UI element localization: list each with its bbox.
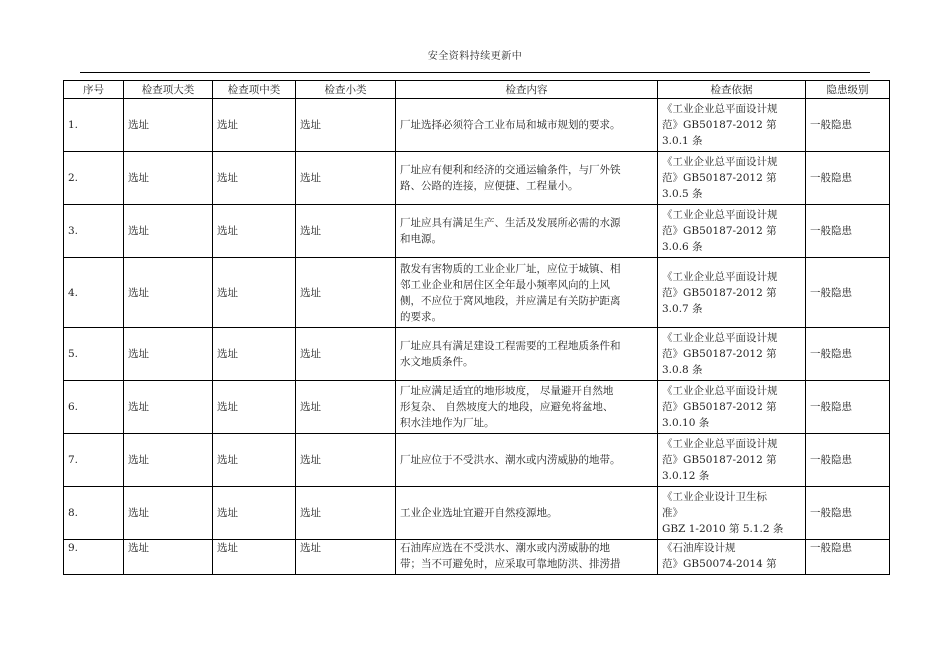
table-row [64, 540, 890, 575]
cell-index: 7. [64, 434, 124, 487]
table-row [64, 152, 890, 205]
cell-basis [658, 487, 806, 540]
cell-basis-line: 3.0.8 条 [662, 364, 703, 376]
cell-sub-category: 选址 [296, 205, 396, 258]
cell-basis-line: 范》GB50187-2012 第 [662, 225, 777, 237]
cell-major-category: 选址 [124, 205, 213, 258]
cell-basis [658, 99, 806, 152]
cell-basis-line: 3.0.1 条 [662, 135, 703, 147]
cell-hazard-level: 一般隐患 [806, 487, 890, 540]
cell-hazard-level: 一般隐患 [806, 328, 890, 381]
col-header-sub-category: 检查小类 [296, 81, 396, 99]
cell-sub-category: 选址 [296, 540, 396, 575]
cell-major-category: 选址 [124, 381, 213, 434]
cell-content-line: 的要求。 [400, 310, 442, 323]
cell-mid-category: 选址 [213, 328, 296, 381]
cell-content-line: 厂址应位于不受洪水、潮水或内涝威胁的地带。 [400, 454, 621, 466]
cell-basis-line: 《工业企业总平面设计规 [662, 270, 778, 283]
cell-content-line: 厂址应具有满足生产、生活及发展所必需的水源 [400, 217, 621, 229]
cell-content-line: 工业企业选址宜避开自然疫源地。 [400, 507, 558, 519]
table-row [64, 99, 890, 152]
cell-content-line: 侧，不应位于窝风地段，并应满足有关防护距离 [400, 294, 621, 307]
cell-basis-line: GBZ 1-2010 第 5.1.2 条 [662, 523, 784, 535]
cell-basis-line: 范》GB50187-2012 第 [662, 454, 777, 466]
cell-sub-category: 选址 [296, 487, 396, 540]
cell-major-category: 选址 [124, 434, 213, 487]
cell-sub-category: 选址 [296, 258, 396, 328]
cell-basis-line: 准》 [662, 507, 683, 519]
header-rule [80, 72, 870, 73]
cell-mid-category: 选址 [213, 381, 296, 434]
cell-content-line: 路、公路的连接，应便捷、工程量小。 [400, 180, 579, 192]
cell-content-line: 厂址应具有满足建设工程需要的工程地质条件和 [400, 340, 621, 352]
cell-content [396, 205, 658, 258]
table-header-row [64, 81, 890, 99]
cell-basis-line: 《工业企业总平面设计规 [662, 385, 778, 397]
cell-major-category: 选址 [124, 487, 213, 540]
cell-content [396, 487, 658, 540]
cell-sub-category: 选址 [296, 152, 396, 205]
cell-content-line: 厂址应有便利和经济的交通运输条件，与厂外铁 [400, 164, 621, 176]
cell-major-category: 选址 [124, 152, 213, 205]
cell-content [396, 99, 658, 152]
cell-hazard-level: 一般隐患 [806, 99, 890, 152]
cell-content [396, 328, 658, 381]
cell-basis-line: 《工业企业总平面设计规 [662, 156, 778, 168]
cell-basis [658, 328, 806, 381]
cell-sub-category: 选址 [296, 99, 396, 152]
col-header-basis: 检查依据 [658, 81, 806, 99]
cell-mid-category: 选址 [213, 258, 296, 328]
cell-basis-line: 《工业企业总平面设计规 [662, 103, 778, 115]
cell-basis-line: 3.0.6 条 [662, 241, 703, 253]
cell-hazard-level: 一般隐患 [806, 258, 890, 328]
col-header-content: 检查内容 [396, 81, 658, 99]
cell-major-category: 选址 [124, 540, 213, 575]
cell-index: 8. [64, 487, 124, 540]
cell-hazard-level: 一般隐患 [806, 381, 890, 434]
cell-content [396, 381, 658, 434]
col-header-mid-category: 检查项中类 [213, 81, 296, 99]
cell-hazard-level: 一般隐患 [806, 540, 890, 575]
cell-sub-category: 选址 [296, 328, 396, 381]
table-row [64, 434, 890, 487]
cell-basis-line: 3.0.10 条 [662, 417, 710, 429]
cell-mid-category: 选址 [213, 540, 296, 575]
col-header-index: 序号 [64, 81, 124, 99]
cell-basis-line: 《工业企业总平面设计规 [662, 332, 778, 344]
cell-sub-category: 选址 [296, 434, 396, 487]
cell-basis [658, 540, 806, 575]
cell-content-line: 邻工业企业和居住区全年最小频率风向的上风 [400, 278, 610, 291]
cell-basis-line: 范》GB50187-2012 第 [662, 348, 777, 360]
cell-content-line: 散发有害物质的工业企业厂址，应位于城镇、相 [400, 262, 621, 275]
cell-mid-category: 选址 [213, 434, 296, 487]
cell-basis-line: 《石油库设计规 [662, 542, 736, 554]
cell-index: 1. [64, 99, 124, 152]
cell-major-category: 选址 [124, 328, 213, 381]
cell-content-line: 厂址选择必须符合工业布局和城市规划的要求。 [400, 119, 621, 131]
cell-hazard-level: 一般隐患 [806, 152, 890, 205]
cell-basis-line: 范》GB50187-2012 第 [662, 119, 777, 131]
cell-basis [658, 205, 806, 258]
inspection-table [63, 80, 890, 575]
table-row [64, 487, 890, 540]
cell-content-line: 积水洼地作为厂址。 [400, 417, 495, 429]
cell-basis [658, 152, 806, 205]
cell-index: 6. [64, 381, 124, 434]
cell-basis-line: 范》GB50187-2012 第 [662, 172, 777, 184]
cell-mid-category: 选址 [213, 487, 296, 540]
cell-content [396, 540, 658, 575]
cell-basis-line: 《工业企业总平面设计规 [662, 209, 778, 221]
cell-content-line: 带；当不可避免时，应采取可靠地防洪、排涝措 [400, 558, 621, 570]
cell-sub-category: 选址 [296, 381, 396, 434]
cell-mid-category: 选址 [213, 99, 296, 152]
cell-content [396, 434, 658, 487]
col-header-hazard-level: 隐患级别 [806, 81, 890, 99]
cell-content [396, 258, 658, 328]
cell-basis-line: 3.0.5 条 [662, 188, 703, 200]
table-row [64, 328, 890, 381]
cell-content-line: 厂址应满足适宜的地形坡度， 尽量避开自然地 [400, 385, 614, 397]
col-header-major-category: 检查项大类 [124, 81, 213, 99]
cell-index: 3. [64, 205, 124, 258]
cell-basis-line: 《工业企业总平面设计规 [662, 438, 778, 450]
cell-basis [658, 258, 806, 328]
cell-content-line: 石油库应选在不受洪水、潮水或内涝威胁的地 [400, 542, 610, 554]
cell-basis [658, 434, 806, 487]
page-header: 安全资料持续更新中 [427, 51, 523, 62]
cell-index: 9. [64, 540, 124, 575]
cell-basis-line: 范》GB50187-2012 第 [662, 286, 777, 299]
cell-content-line: 形复杂、 自然坡度大的地段，应避免将盆地、 [400, 401, 614, 413]
cell-index: 5. [64, 328, 124, 381]
cell-hazard-level: 一般隐患 [806, 434, 890, 487]
cell-mid-category: 选址 [213, 205, 296, 258]
cell-index: 4. [64, 258, 124, 328]
cell-basis-line: 范》GB50187-2012 第 [662, 401, 777, 413]
table-row [64, 381, 890, 434]
table-row [64, 258, 890, 328]
cell-mid-category: 选址 [213, 152, 296, 205]
cell-basis-line: 3.0.7 条 [662, 302, 703, 315]
cell-basis-line: 《工业企业设计卫生标 [662, 491, 767, 503]
table-row [64, 205, 890, 258]
cell-content [396, 152, 658, 205]
cell-basis [658, 381, 806, 434]
cell-major-category: 选址 [124, 258, 213, 328]
cell-content-line: 和电源。 [400, 233, 442, 245]
cell-content-line: 水文地质条件。 [400, 356, 474, 368]
cell-index: 2. [64, 152, 124, 205]
cell-hazard-level: 一般隐患 [806, 205, 890, 258]
cell-basis-line: 3.0.12 条 [662, 470, 710, 482]
cell-major-category: 选址 [124, 99, 213, 152]
cell-basis-line: 范》GB50074-2014 第 [662, 558, 777, 570]
